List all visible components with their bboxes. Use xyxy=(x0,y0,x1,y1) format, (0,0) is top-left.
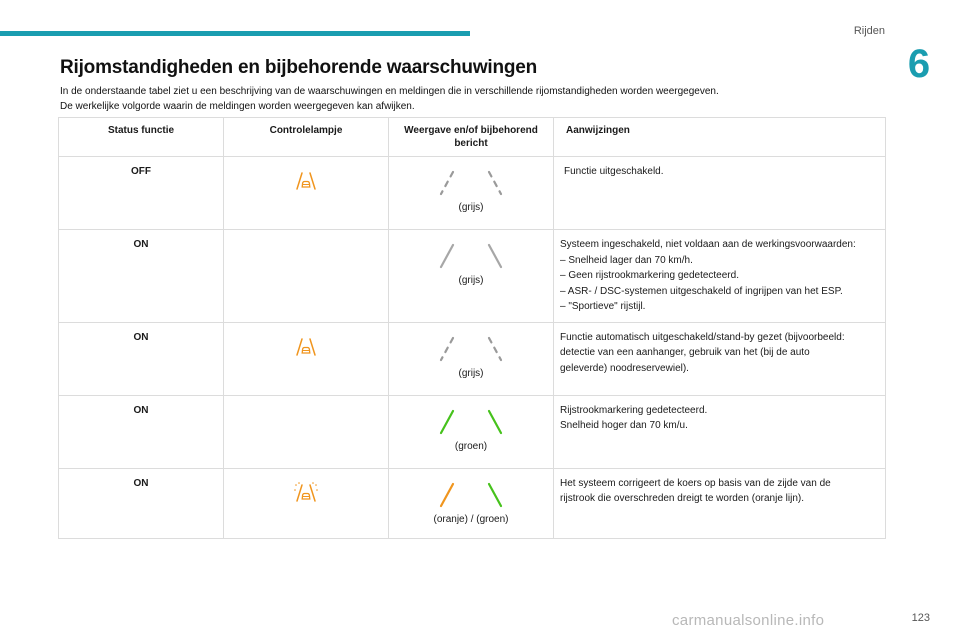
left-lane-line xyxy=(441,338,453,360)
page-number: 123 xyxy=(911,612,930,624)
lamp-cell xyxy=(224,322,389,395)
display-cell xyxy=(389,322,554,395)
header-notes: Aanwijzingen xyxy=(554,118,886,157)
lamp-cell xyxy=(224,395,389,468)
intro-text xyxy=(60,84,880,114)
lamp-cell xyxy=(224,468,389,538)
intro-line: In de onderstaande tabel ziet u een beschrijving van de waarschuwingen en meldingen die in verschillende rijomstandigheden worden weergegeven. xyxy=(60,86,719,97)
lane-display-icon xyxy=(438,170,504,196)
right-lane-line xyxy=(489,338,501,360)
left-lane-line xyxy=(441,245,453,267)
chapter-number: 6 xyxy=(907,42,931,86)
display-caption: (grijs) xyxy=(458,367,484,379)
intro-line: De werkelijke volgorde waarin de meldingen worden weergegeven kan afwijken. xyxy=(60,101,415,112)
table-header-row xyxy=(59,118,886,157)
lane-assist-orange-icon xyxy=(294,170,318,192)
header-display: Weergave en/of bijbehorend bericht xyxy=(389,118,554,157)
display-cell xyxy=(389,468,554,538)
status-cell: ON xyxy=(59,468,224,538)
notes-line: Functie uitgeschakeld. xyxy=(564,166,664,177)
watermark: carmanualsonline.info xyxy=(672,612,825,629)
notes-line: Rijstrookmarkering gedetecteerd. xyxy=(560,404,708,416)
status-table xyxy=(58,117,886,539)
notes-line: Systeem ingeschakeld, niet voldaan aan de werkingsvoorwaarden: xyxy=(560,239,856,250)
notes-line: Snelheid hoger dan 70 km/u. xyxy=(560,420,688,431)
lane-display-icon xyxy=(438,409,504,435)
header-status: Status functie xyxy=(59,118,224,157)
notes-line: – ASR- / DSC-systemen uitgeschakeld of ingrijpen van het ESP. xyxy=(560,285,843,297)
notes-cell xyxy=(554,468,886,538)
lamp-cell xyxy=(224,230,389,323)
notes-line: detectie van een aanhanger, gebruik van het (bij de auto xyxy=(560,347,810,358)
notes-line: Het systeem corrigeert de koers op basis van de zijde van de xyxy=(560,477,831,489)
notes-cell xyxy=(554,157,886,230)
header-lamp: Controlelampje xyxy=(224,118,389,157)
left-lane-line xyxy=(441,484,453,506)
status-cell: OFF xyxy=(59,157,224,230)
header-accent-bar xyxy=(0,31,470,36)
lane-display-icon xyxy=(438,336,504,362)
notes-line: rijstrook die overschreden dreigt te worden (oranje lijn). xyxy=(560,493,805,504)
table-row xyxy=(59,322,886,395)
status-cell: ON xyxy=(59,322,224,395)
right-lane-line xyxy=(489,411,501,433)
notes-cell xyxy=(554,395,886,468)
notes-cell xyxy=(554,230,886,323)
section-name: Rijden xyxy=(853,25,885,37)
left-lane-line xyxy=(441,411,453,433)
right-lane-line xyxy=(489,245,501,267)
display-cell xyxy=(389,230,554,323)
lane-assist-orange-icon xyxy=(294,336,318,358)
display-cell xyxy=(389,157,554,230)
notes-line: – Geen rijstrookmarkering gedetecteerd. xyxy=(560,270,739,281)
notes-line: geleverde) noodreservewiel). xyxy=(560,362,689,374)
notes-line: – Snelheid lager dan 70 km/h. xyxy=(560,254,693,266)
right-lane-line xyxy=(489,484,501,506)
right-lane-line xyxy=(489,172,501,194)
display-caption: (oranje) / (groen) xyxy=(433,513,509,525)
lane-assist-active-orange-icon xyxy=(294,482,318,504)
table-row xyxy=(59,395,886,468)
table-row xyxy=(59,157,886,230)
status-cell: ON xyxy=(59,395,224,468)
table-row xyxy=(59,230,886,323)
notes-line: – "Sportieve" rijstijl. xyxy=(560,301,646,312)
notes-line: Functie automatisch uitgeschakeld/stand-by gezet (bijvoorbeeld: xyxy=(560,331,845,343)
left-lane-line xyxy=(441,172,453,194)
lamp-cell xyxy=(224,157,389,230)
display-caption: (grijs) xyxy=(458,202,484,213)
lane-display-icon xyxy=(438,243,504,269)
status-cell: ON xyxy=(59,230,224,323)
display-cell xyxy=(389,395,554,468)
notes-cell xyxy=(554,322,886,395)
display-caption: (grijs) xyxy=(458,275,484,286)
display-caption: (groen) xyxy=(454,440,488,452)
lane-display-icon xyxy=(438,482,504,508)
page-title: Rijomstandigheden en bijbehorende waarschuwingen xyxy=(60,57,538,78)
table-row xyxy=(59,468,886,538)
